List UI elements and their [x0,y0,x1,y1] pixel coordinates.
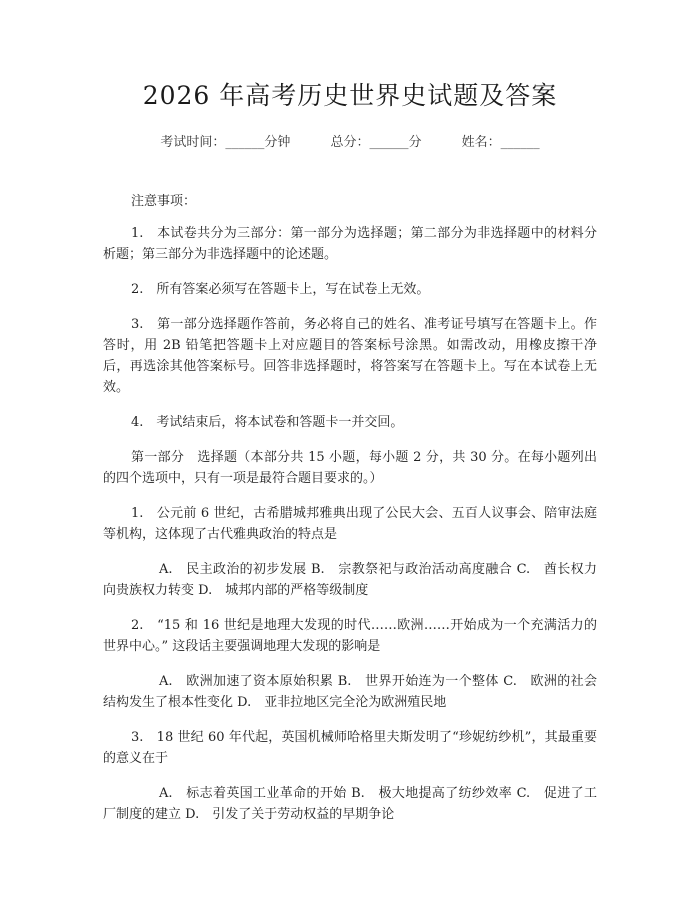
notes-header: 注意事项： [131,194,197,209]
note-item: 1. 本试卷共分为三部分：第一部分为选择题；第二部分为非选择题中的材料分析题；第三部分为非选择题中的论述题。 [103,226,597,262]
question-options-1: A. 民主政治的初步发展 B. 宗教祭祀与政治活动高度融合 C. 酋长权力向贵族权力转变 D. 城邦内部的严格等级制度 [103,562,597,598]
name-field: 姓名：______ [461,135,540,150]
note-item: 4. 考试结束后，将本试卷和答题卡一并交回。 [131,415,404,430]
question-stem-2: 2. “15 和 16 世纪是地理大发现的时代……欧洲……开始成为一个充满活力的世界中心。” 这段话主要强调地理大发现的影响是 [103,618,597,654]
question-stem-1: 1. 公元前 6 世纪，古希腊城邦雅典出现了公民大会、五百人议事会、陪审法庭等机构，这体现了古代雅典政治的特点是 [103,506,597,542]
question-options-2: A. 欧洲加速了资本原始积累 B. 世界开始连为一个整体 C. 欧洲的社会结构发生了根本性变化 D. 亚非拉地区完全沦为欧洲殖民地 [103,674,597,710]
question-stem-3: 3. 18 世纪 60 年代起，英国机械师哈格里夫斯发明了“珍妮纺纱机”，其最重要的意义在于 [103,730,597,766]
note-item: 2. 所有答案必须写在答题卡上，写在试卷上无效。 [131,282,430,297]
exam-info [103,131,597,150]
total-score-field: 总分：______分 [330,135,422,150]
note-item: 3. 第一部分选择题作答前，务必将自己的姓名、准考证号填写在答题卡上。作答时，用 2B 铅笔把答题卡上对应题目的答案标号涂黑。如需改动，用橡皮擦干净后，再选涂其他答案标号。回答非选择题时，将答案写在答题卡上。写在本试卷上无效。 [103,317,597,395]
page-title: 2026 年高考历史世界史试题及答案 [142,81,558,110]
exam-time-field: 考试时间：______分钟 [160,135,291,150]
section1-intro: 第一部分 选择题（本部分共 15 小题，每小题 2 分，共 30 分。在每小题列出的四个选项中，只有一项是最符合题目要求的。） [103,450,597,486]
question-options-3: A. 标志着英国工业革命的开始 B. 极大地提高了纺纱效率 C. 促进了工厂制度的建立 D. 引发了关于劳动权益的早期争论 [103,786,597,822]
